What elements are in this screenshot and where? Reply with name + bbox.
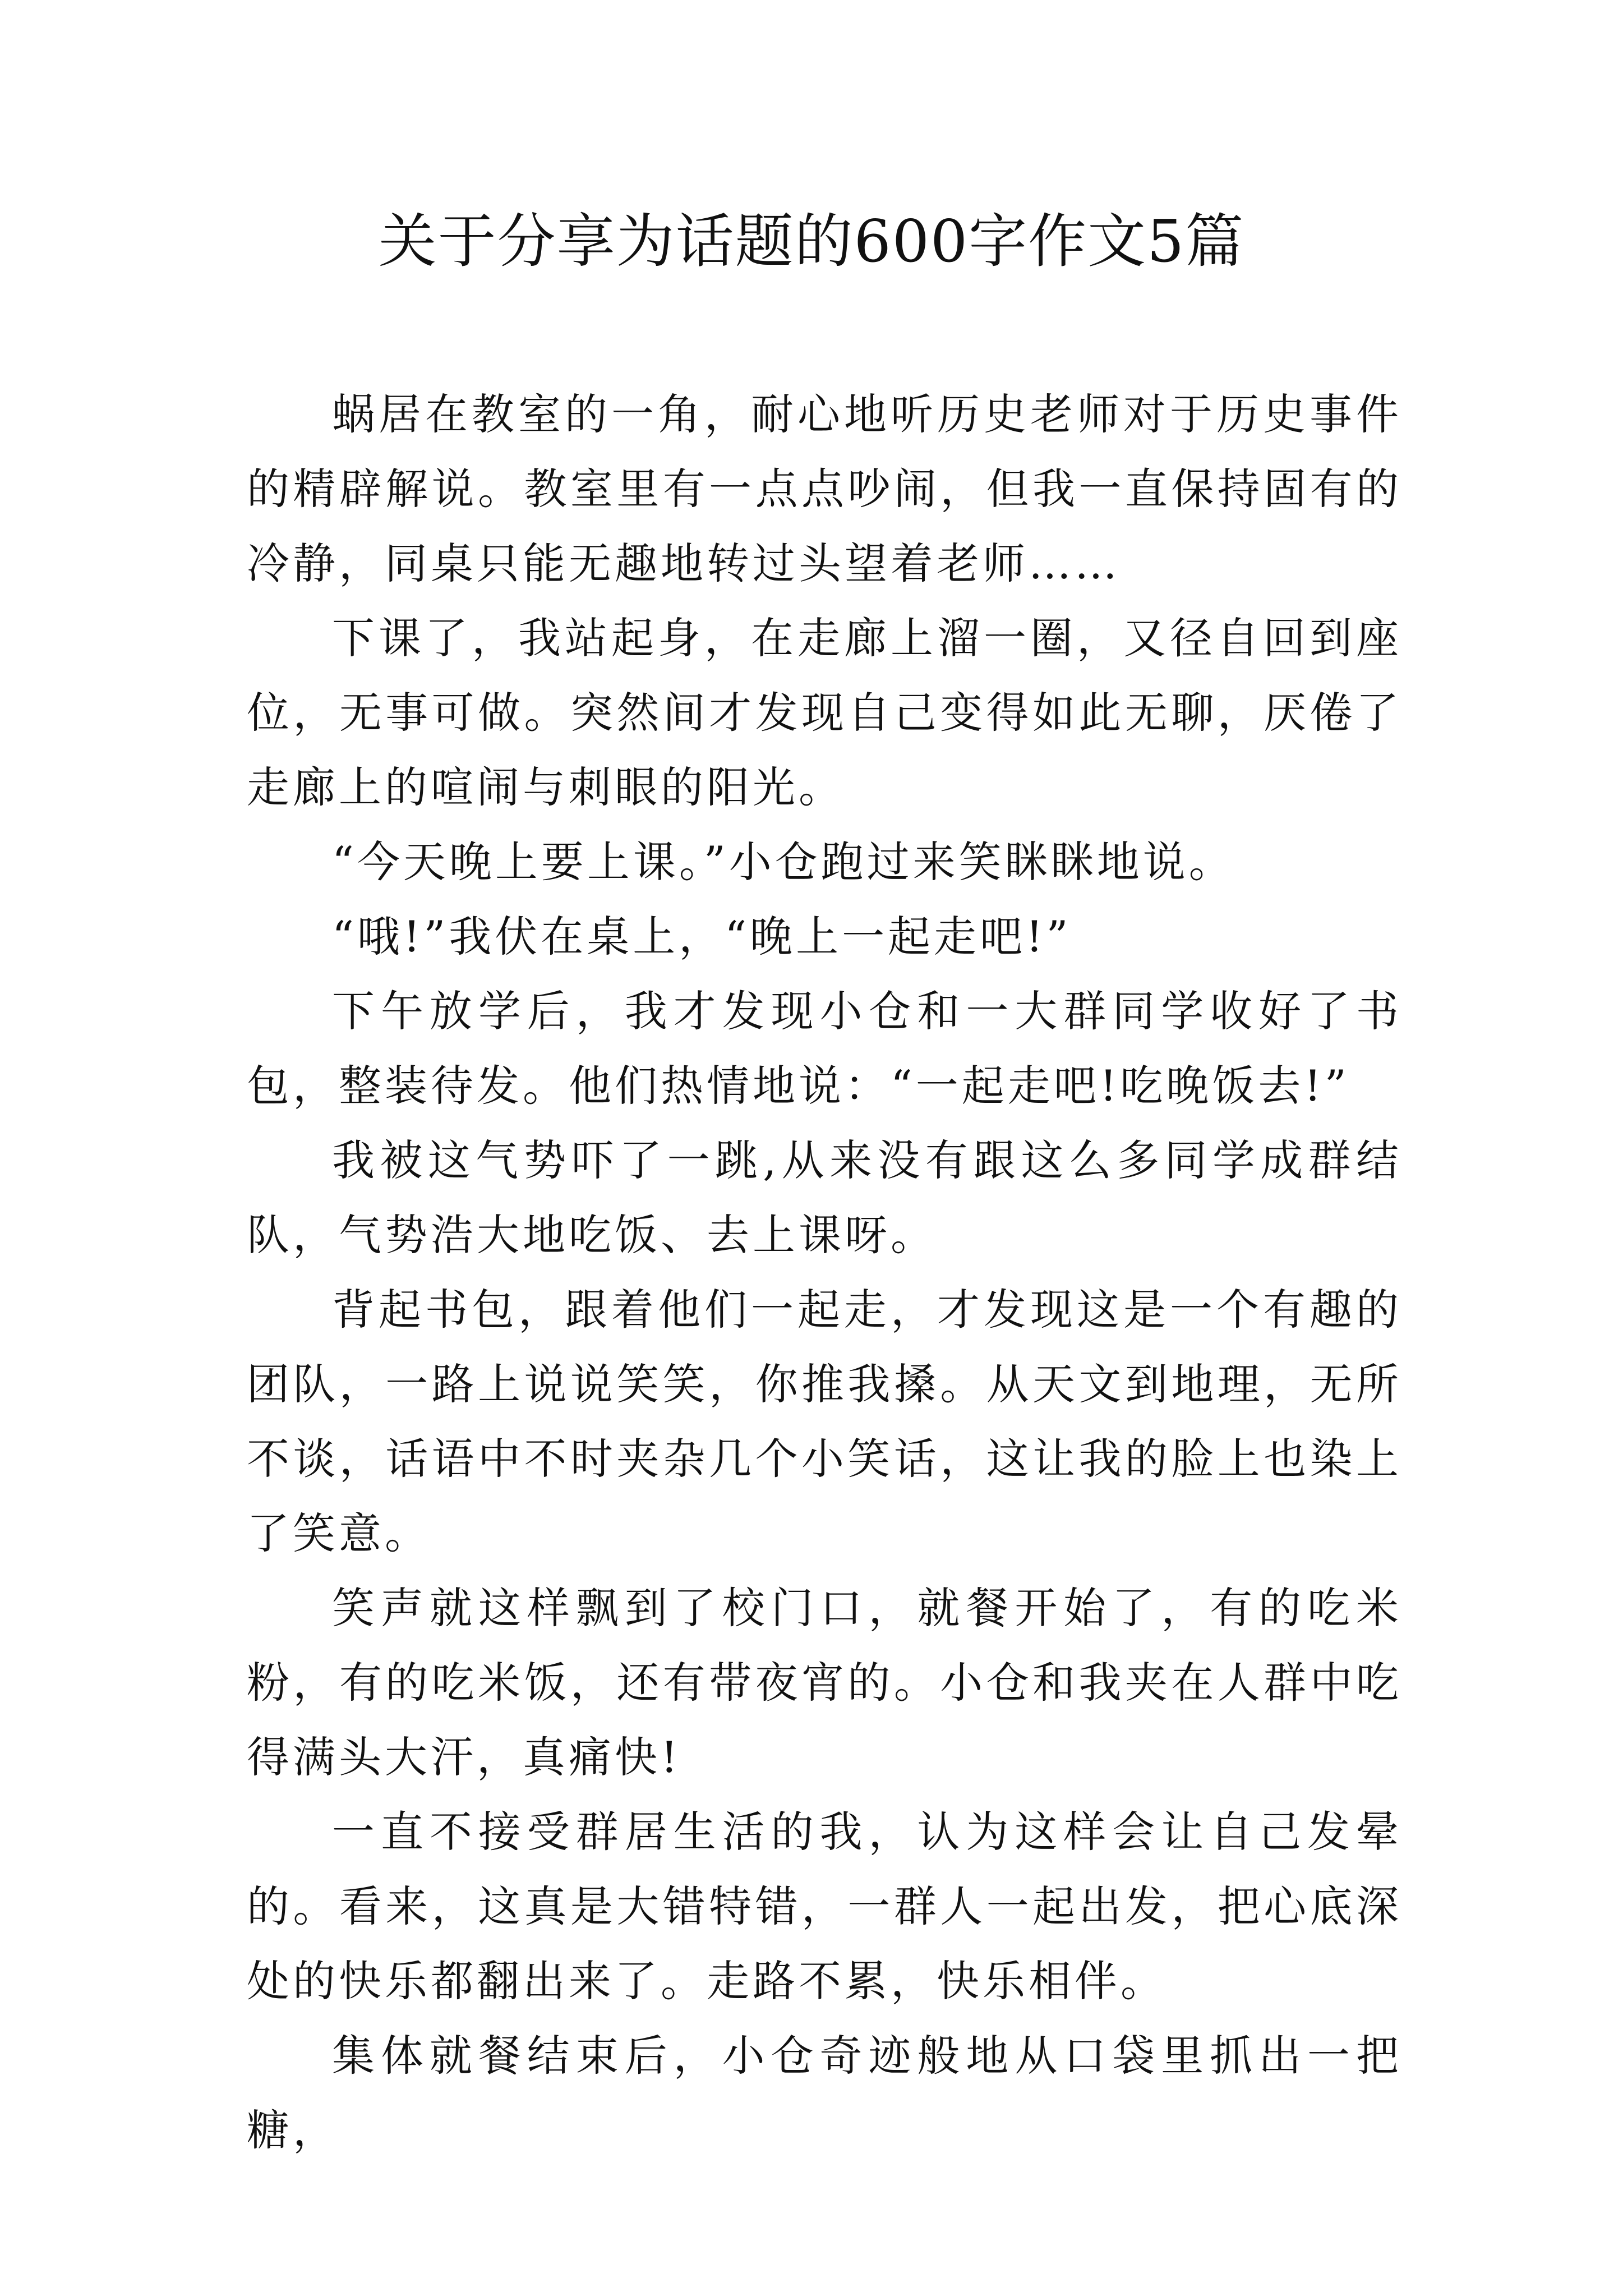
paragraph: 下午放学后，我才发现小仓和一大群同学收好了书包，整装待发。他们热情地说：“一起走吧!吃晚饭去!” xyxy=(247,986,1402,1111)
paragraph: “今天晚上要上课。”小仓跑过来笑眯眯地说。 xyxy=(332,837,1235,887)
paragraph: 一直不接受群居生活的我，认为这样会让自己发晕的。看来，这真是大错特错，一群人一起出发，把心底深处的快乐都翻出来了。走路不累，快乐相伴。 xyxy=(247,1807,1402,2006)
document-title: 关于分享为话题的600字作文5篇 xyxy=(378,207,1245,275)
paragraph: 笑声就这样飘到了校门口，就餐开始了，有的吃米粉，有的吃米饭，还有带夜宵的。小仓和我夹在人群中吃得满头大汗，真痛快! xyxy=(247,1583,1402,1782)
paragraph: 我被这气势吓了一跳,从来没有跟这么多同学成群结队，气势浩大地吃饭、去上课呀。 xyxy=(247,1135,1402,1260)
paragraph: 集体就餐结束后，小仓奇迹般地从口袋里抓出一把糖， xyxy=(247,2031,1402,2155)
document-body xyxy=(247,377,1402,2168)
paragraph: 下课了，我站起身，在走廊上溜一圈，又径自回到座位，无事可做。突然间才发现自己变得如此无聊，厌倦了走廊上的喧闹与刺眼的阳光。 xyxy=(247,613,1402,812)
paragraph: 蜗居在教室的一角，耐心地听历史老师对于历史事件的精辟解说。教室里有一点点吵闹，但我一直保持固有的冷静，同桌只能无趣地转过头望着老师…… xyxy=(247,389,1402,588)
paragraph: 背起书包，跟着他们一起走，才发现这是一个有趣的团队，一路上说说笑笑，你推我搡。从天文到地理，无所不谈，话语中不时夹杂几个小笑话，这让我的脸上也染上了笑意。 xyxy=(247,1285,1402,1558)
paragraph: “哦!”我伏在桌上，“晚上一起走吧!” xyxy=(332,912,1072,961)
